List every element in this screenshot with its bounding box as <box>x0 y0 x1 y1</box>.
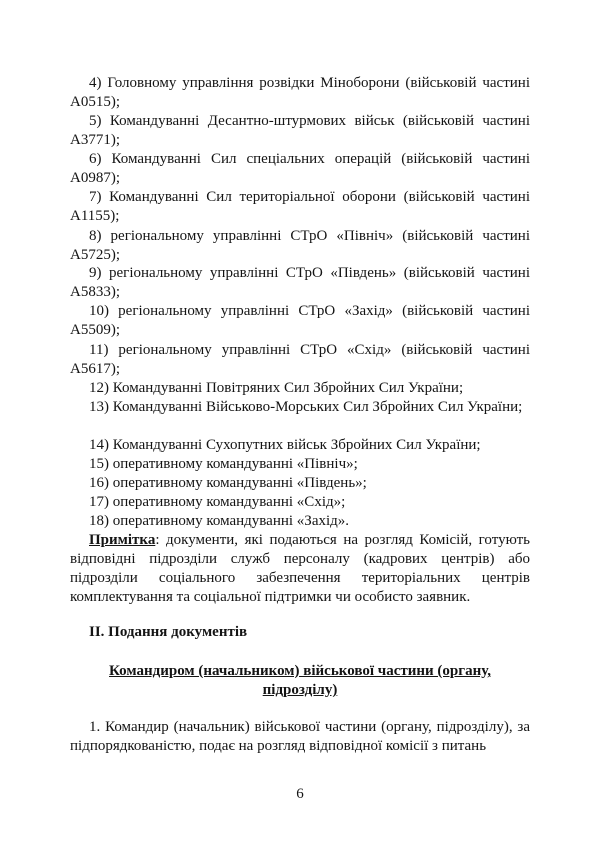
note-label: Примітка <box>89 532 156 548</box>
list-item: 5) Командуванні Десантно-штурмових військ (військовій частині А3771); <box>70 113 530 148</box>
subheading: Командиром (начальником) військової частини (органу, підрозділу) <box>109 663 491 698</box>
list-item: 17) оперативному командуванні «Схід»; <box>89 494 346 510</box>
list-item: 18) оперативному командуванні «Захід». <box>89 513 350 529</box>
note-paragraph <box>70 531 530 607</box>
list-item: 16) оперативному командуванні «Південь»; <box>89 475 367 491</box>
page-number: 6 <box>296 786 304 802</box>
body-paragraph: 1. Командир (начальник) військової частини (органу, підрозділу), за підпорядкованістю, подає на розгляд відповідної комісії з питань <box>70 719 530 754</box>
list-item: 10) регіональному управлінні СТрО «Захід» (військовій частині А5509); <box>70 303 530 338</box>
list-item: 4) Головному управління розвідки Міноборони (військовій частині А0515); <box>70 75 530 110</box>
list-item: 12) Командуванні Повітряних Сил Збройних Сил України; <box>89 380 464 396</box>
list-item: 15) оперативному командуванні «Північ»; <box>89 456 358 472</box>
list-item: 13) Командуванні Військово-Морських Сил Збройних Сил України; <box>89 399 523 415</box>
section-title: ІІ. Подання документів <box>89 624 248 640</box>
list-item: 7) Командуванні Сил територіальної оборони (військовій частині А1155); <box>70 189 530 224</box>
list-item: 14) Командуванні Сухопутних військ Збройних Сил України; <box>89 437 481 453</box>
list-item: 6) Командуванні Сил спеціальних операцій (військовій частині А0987); <box>70 151 530 186</box>
list-item: 9) регіональному управлінні СТрО «Південь» (військовій частині А5833); <box>70 265 530 300</box>
list-item: 8) регіональному управлінні СТрО «Північ» (військовій частині А5725); <box>70 228 530 263</box>
note-text: : документи, які подаються на розгляд Комісій, готують відповідні підрозділи служб персоналу (кадрових центрів) або підрозділи соціального забезпечення територіальних центрів комплектування та соціальної підтримки чи особисто заявник. <box>70 532 530 605</box>
list-item: 11) регіональному управлінні СТрО «Схід» (військовій частині А5617); <box>70 342 530 377</box>
